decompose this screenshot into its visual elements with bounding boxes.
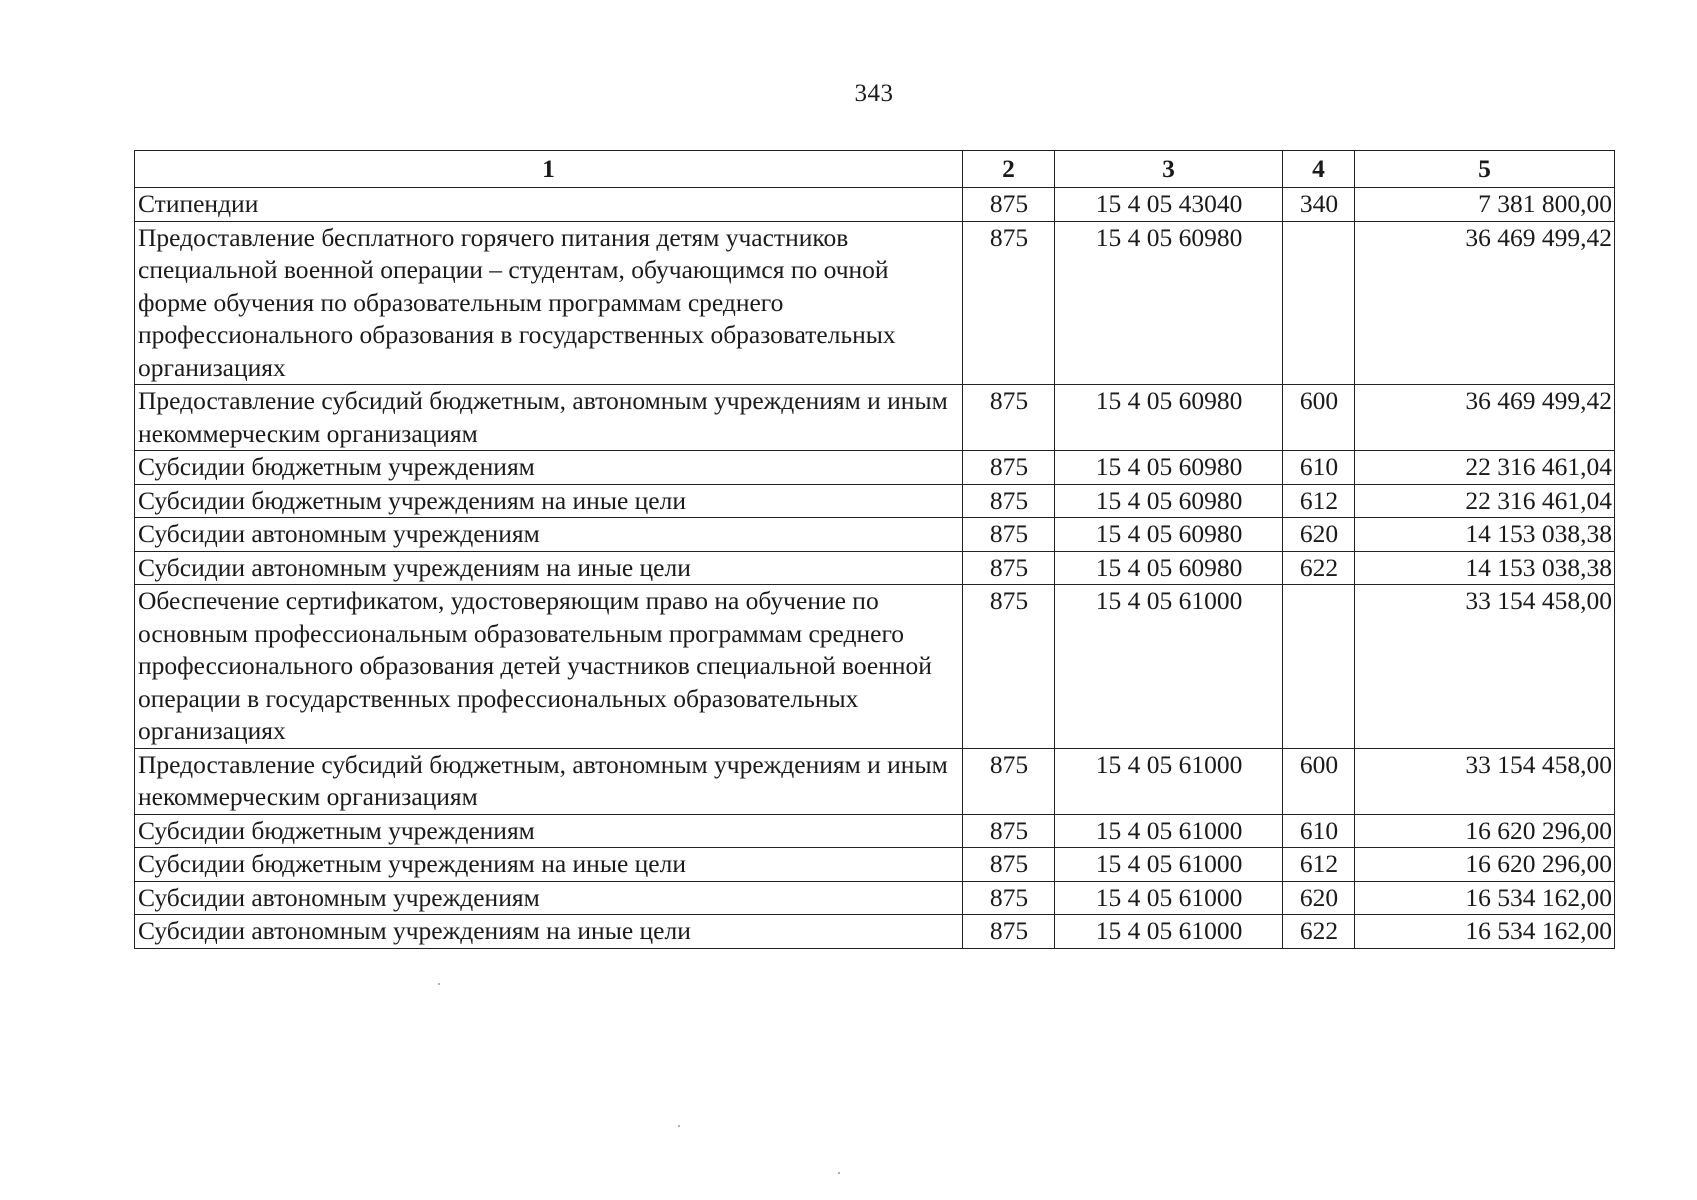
row-csr: 15 4 05 61000 <box>1055 848 1283 882</box>
row-sum: 14 153 038,38 <box>1355 551 1615 585</box>
row-grbs: 875 <box>963 518 1055 552</box>
budget-table <box>134 150 1615 949</box>
row-name: Субсидии бюджетным учреждениям на иные цели <box>135 484 963 518</box>
row-name: Предоставление бесплатного горячего питания детям участников специальной военной операции – студентам, обучающимся по очной форме обучения по образовательным программам среднего профессионального образования в государственных образовательных организациях <box>135 221 963 385</box>
table-row <box>135 484 1615 518</box>
row-name: Стипендии <box>135 188 963 222</box>
row-sum: 16 620 296,00 <box>1355 848 1615 882</box>
row-name: Субсидии бюджетным учреждениям <box>135 814 963 848</box>
row-name: Предоставление субсидий бюджетным, автономным учреждениям и иным некоммерческим организациям <box>135 748 963 814</box>
row-vr: 622 <box>1283 551 1355 585</box>
row-name: Субсидии бюджетным учреждениям <box>135 451 963 485</box>
row-csr: 15 4 05 43040 <box>1055 188 1283 222</box>
row-sum: 22 316 461,04 <box>1355 484 1615 518</box>
row-vr: 620 <box>1283 518 1355 552</box>
row-vr <box>1283 221 1355 385</box>
row-csr: 15 4 05 60980 <box>1055 221 1283 385</box>
row-grbs: 875 <box>963 848 1055 882</box>
row-sum: 16 534 162,00 <box>1355 881 1615 915</box>
header-col-1: 1 <box>135 151 963 188</box>
row-csr: 15 4 05 61000 <box>1055 585 1283 749</box>
row-sum: 7 381 800,00 <box>1355 188 1615 222</box>
table-row <box>135 188 1615 222</box>
row-sum: 22 316 461,04 <box>1355 451 1615 485</box>
row-grbs: 875 <box>963 385 1055 451</box>
table-row <box>135 518 1615 552</box>
table-row <box>135 551 1615 585</box>
row-csr: 15 4 05 60980 <box>1055 518 1283 552</box>
row-csr: 15 4 05 60980 <box>1055 551 1283 585</box>
row-name: Предоставление субсидий бюджетным, автономным учреждениям и иным некоммерческим организациям <box>135 385 963 451</box>
header-col-5: 5 <box>1355 151 1615 188</box>
row-csr: 15 4 05 60980 <box>1055 385 1283 451</box>
row-name: Субсидии автономным учреждениям на иные цели <box>135 551 963 585</box>
row-sum: 14 153 038,38 <box>1355 518 1615 552</box>
row-sum: 36 469 499,42 <box>1355 221 1615 385</box>
header-col-2: 2 <box>963 151 1055 188</box>
row-vr: 610 <box>1283 814 1355 848</box>
row-grbs: 875 <box>963 915 1055 949</box>
table-row <box>135 848 1615 882</box>
row-vr: 622 <box>1283 915 1355 949</box>
header-col-4: 4 <box>1283 151 1355 188</box>
row-vr: 600 <box>1283 385 1355 451</box>
row-grbs: 875 <box>963 585 1055 749</box>
row-grbs: 875 <box>963 484 1055 518</box>
row-vr: 340 <box>1283 188 1355 222</box>
row-name: Субсидии автономным учреждениям <box>135 881 963 915</box>
table-row <box>135 385 1615 451</box>
row-vr: 600 <box>1283 748 1355 814</box>
row-vr: 610 <box>1283 451 1355 485</box>
table-row <box>135 221 1615 385</box>
row-csr: 15 4 05 61000 <box>1055 881 1283 915</box>
row-csr: 15 4 05 61000 <box>1055 814 1283 848</box>
scan-speck <box>678 1125 680 1127</box>
row-sum: 33 154 458,00 <box>1355 748 1615 814</box>
table-row <box>135 451 1615 485</box>
row-csr: 15 4 05 61000 <box>1055 748 1283 814</box>
row-name: Субсидии автономным учреждениям на иные цели <box>135 915 963 949</box>
table-body <box>135 188 1615 949</box>
row-csr: 15 4 05 60980 <box>1055 484 1283 518</box>
row-csr: 15 4 05 61000 <box>1055 915 1283 949</box>
row-sum: 36 469 499,42 <box>1355 385 1615 451</box>
table-row <box>135 814 1615 848</box>
row-name: Субсидии автономным учреждениям <box>135 518 963 552</box>
scan-speck <box>438 983 440 985</box>
row-grbs: 875 <box>963 221 1055 385</box>
row-name: Субсидии бюджетным учреждениям на иные цели <box>135 848 963 882</box>
row-name: Обеспечение сертификатом, удостоверяющим право на обучение по основным профессиональным образовательным программам среднего профессионального образования детей участников специальной военной операции в государственных профессиональных образовательных организациях <box>135 585 963 749</box>
row-vr: 612 <box>1283 484 1355 518</box>
page-number: 343 <box>854 80 894 107</box>
row-vr <box>1283 585 1355 749</box>
row-grbs: 875 <box>963 451 1055 485</box>
row-grbs: 875 <box>963 814 1055 848</box>
row-vr: 612 <box>1283 848 1355 882</box>
row-sum: 16 534 162,00 <box>1355 915 1615 949</box>
row-csr: 15 4 05 60980 <box>1055 451 1283 485</box>
row-sum: 33 154 458,00 <box>1355 585 1615 749</box>
table-row <box>135 915 1615 949</box>
header-row <box>135 151 1615 188</box>
table-row <box>135 585 1615 749</box>
scan-speck <box>838 1172 840 1174</box>
header-col-3: 3 <box>1055 151 1283 188</box>
row-sum: 16 620 296,00 <box>1355 814 1615 848</box>
row-grbs: 875 <box>963 748 1055 814</box>
row-vr: 620 <box>1283 881 1355 915</box>
table-header <box>135 151 1615 188</box>
table-row <box>135 881 1615 915</box>
row-grbs: 875 <box>963 881 1055 915</box>
row-grbs: 875 <box>963 551 1055 585</box>
table-row <box>135 748 1615 814</box>
row-grbs: 875 <box>963 188 1055 222</box>
